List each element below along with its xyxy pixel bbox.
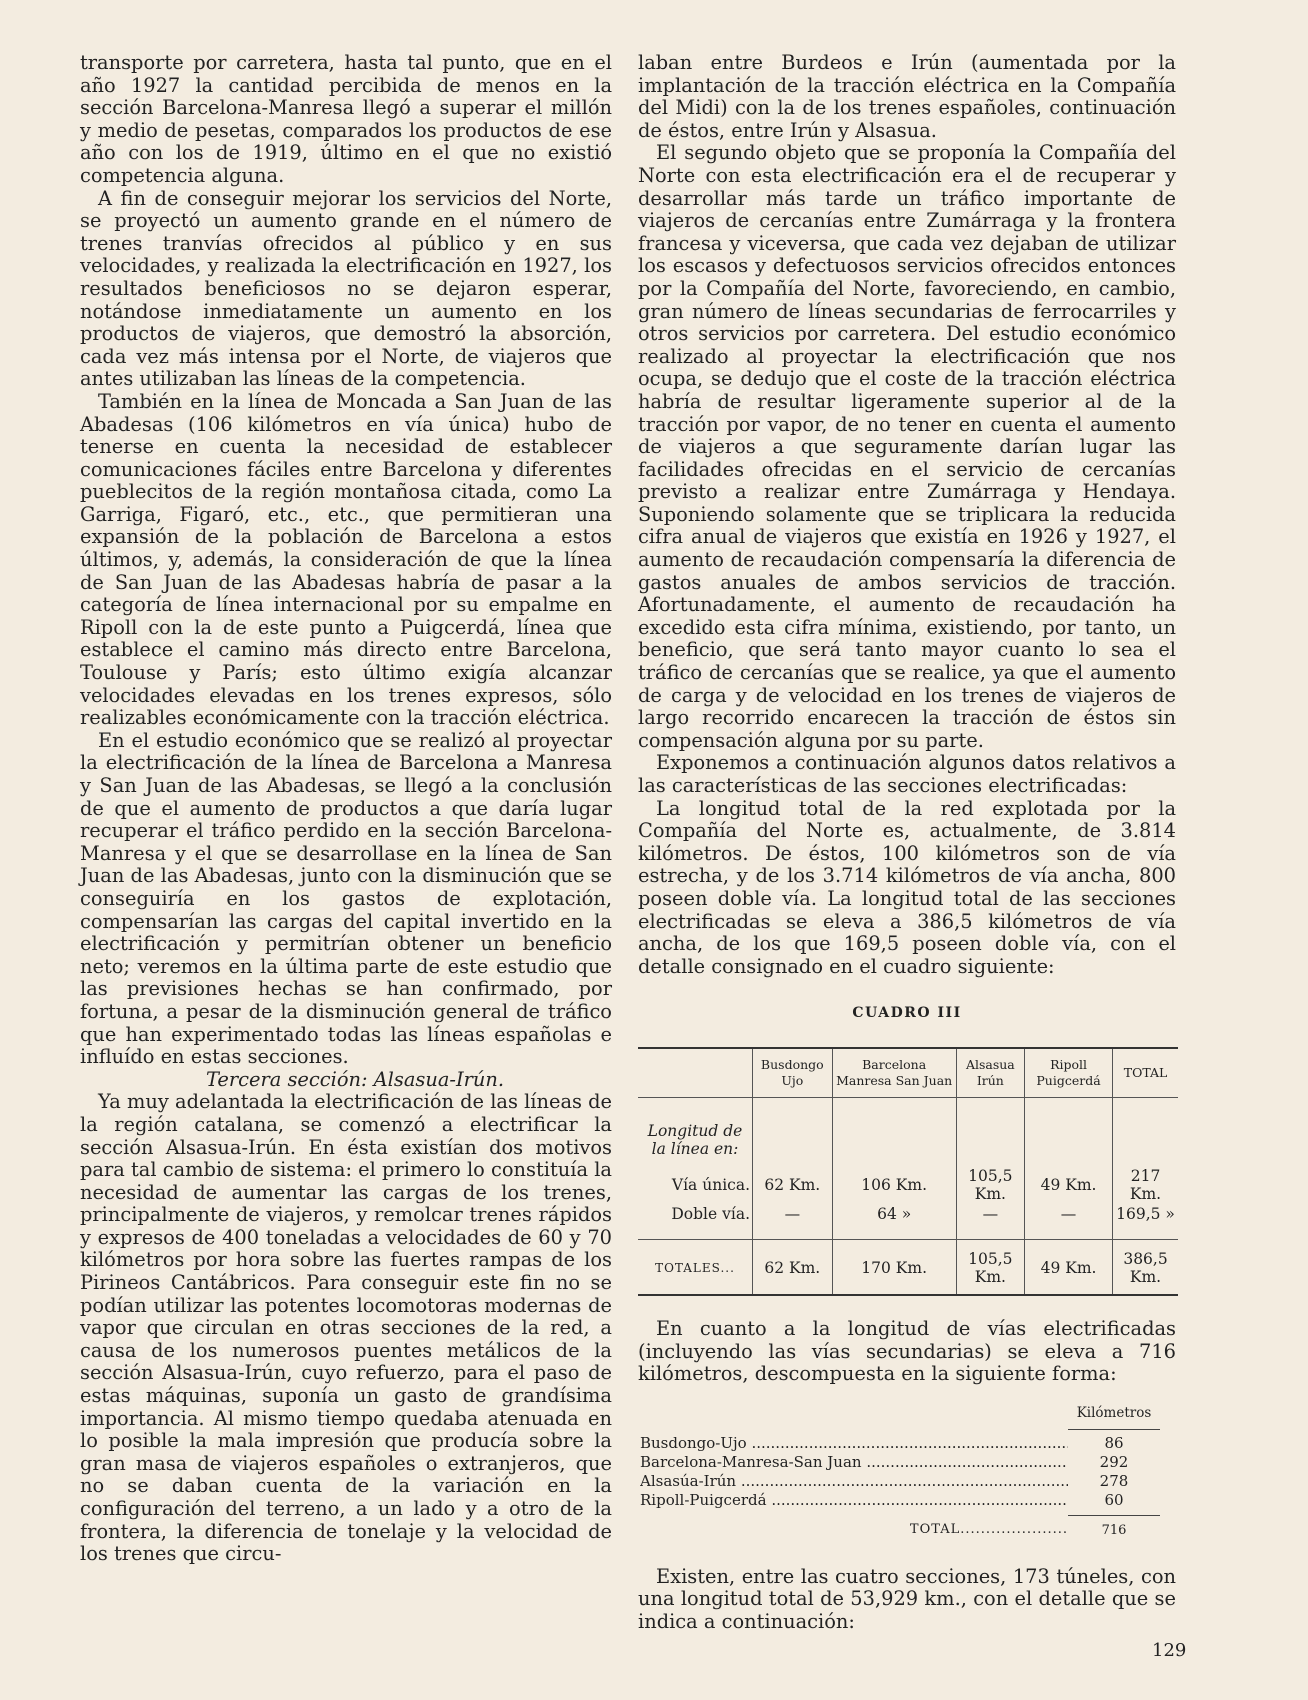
km-total-value: 716	[1068, 1515, 1160, 1540]
km-item-value: 292	[1099, 1452, 1129, 1471]
paragraph: En cuanto a la longitud de vías electrificadas (incluyendo las vías secundarias) se eleva a 716 kilómetros, descompuesta en la siguiente forma:	[638, 1316, 1176, 1386]
km-total-label: TOTAL.....................	[909, 1521, 1068, 1537]
paragraph: Ya muy adelantada la electrificación de las líneas de la región catalana, se comenzó a electrificar la sección Alsasua-Irún. En ésta existían dos motivos para tal cambio de sistema: el primero lo constituía la necesidad de aumentar las cargas de los trenes, principalmente de viajeros, y remolcar trenes rápidos y expresos de 400 toneladas a velocidades de 60 y 70 kilómetros por hora sobre las fuertes rampas de los Pirineos Cantábricos. Para conseguir este fin no se podían utilizar las potentes locomotoras modernas de vapor que circulan en otras secciones de la red, a causa de los numerosos puentes metálicos de la sección Alsasua-Irún, cuyo refuerzo, para el paso de estas máquinas, suponía un gasto de grandísima importancia. Al mismo tiempo quedaba atenuada en lo posible la mala impresión que producía sobre la gran masa de viajeros españoles o extranjeros, que no se daban cuenta de la variación en la configuración del terreno, a un lado y a otro de la frontera, la diferencia de tonelaje y la velocidad de los trenes que circu-	[80, 1090, 613, 1566]
paragraph: Exponemos a continuación algunos datos relativos a las características de las secciones electrificadas:	[638, 751, 1176, 797]
km-list-header: Kilómetros	[640, 1404, 1160, 1434]
table-cell: 105,5 Km.	[956, 1239, 1024, 1295]
row-label: Doble vía.	[671, 1204, 750, 1223]
row-label: TOTALES...	[638, 1239, 753, 1295]
right-column	[638, 52, 1176, 1634]
table-corner	[638, 1048, 753, 1098]
col-header: TOTAL	[1113, 1048, 1178, 1098]
table-cell: 49 Km.	[1025, 1239, 1113, 1295]
page-number: 129	[1152, 1640, 1187, 1661]
table-cell: —	[753, 1204, 833, 1240]
km-list	[640, 1404, 1160, 1540]
col-header: Alsasua Irún	[956, 1048, 1024, 1098]
paragraph: También en la línea de Moncada a San Juan de las Abadesas (106 kilómetros en vía única) hubo de tenerse en cuenta la necesidad de establecer comunicaciones fáciles entre Barcelona y diferentes pueblecitos de la región montañosa citada, como La Garriga, Figaró, etc., etc., que permitieran una expansión de la población de Barcelona a estos últimos, y, además, la consideración de que la línea de San Juan de las Abadesas habría de pasar a la categoría de línea internacional por su empalme en Ripoll con la de este punto a Puigcerdá, línea que establece el camino más directo entre Barcelona, Toulouse y París; esto último exigía alcanzar velocidades elevadas en los trenes expresos, sólo realizables económicamente con la tracción eléctrica.	[80, 389, 612, 730]
km-item-name: Ripoll-Puigcerdá .....	[640, 1491, 1068, 1510]
table-cell: 49 Km.	[1025, 1166, 1113, 1204]
table-row	[638, 1204, 1178, 1240]
table-row	[638, 1166, 1178, 1204]
km-item-name: Busdongo-Ujo .....	[640, 1434, 1068, 1453]
cuadro-table	[638, 1047, 1178, 1296]
table-cell: —	[956, 1204, 1024, 1240]
col-header: Barcelona Manresa San Juan	[832, 1048, 956, 1098]
list-item	[640, 1434, 1160, 1453]
table-cell: 217 Km.	[1113, 1166, 1178, 1204]
table-cell: 62 Km.	[753, 1166, 833, 1204]
table-cell: 106 Km.	[832, 1166, 956, 1204]
paragraph: laban entre Burdeos e Irún (aumentada por la implantación de la tracción eléctrica en la Compañía del Midi) con la de los trenes españoles, continuación de éstos, entre Irún y Alsasua.	[638, 51, 1176, 142]
table-cell: 169,5 »	[1113, 1204, 1178, 1240]
table-cell: 105,5 Km.	[956, 1166, 1024, 1204]
table-title: CUADRO III	[852, 1005, 962, 1022]
km-item-name: Alsasúa-Irún .....	[640, 1472, 1068, 1491]
km-total	[640, 1520, 1160, 1540]
row-group-label: Longitud de la línea en:	[647, 1121, 743, 1158]
paragraph: transporte por carretera, hasta tal punto, que en el año 1927 la cantidad percibida de menos en la sección Barcelona-Manresa llegó a superar el millón y medio de pesetas, comparados los productos de ese año con los de 1919, último en el que no existió competencia alguna.	[80, 51, 612, 187]
table-cell: 64 »	[832, 1204, 956, 1240]
km-item-name: Barcelona-Manresa-San Juan .....	[640, 1453, 1068, 1472]
table-cell: 170 Km.	[832, 1239, 956, 1295]
paragraph: A fin de conseguir mejorar los servicios del Norte, se proyectó un aumento grande en el número de trenes tranvías ofrecidos al público y en sus velocidades, y realizada la electrificación en 1927, los resultados beneficiosos no se dejaron esperar, notándose inmediatamente un aumento en los productos de viajeros, que demostró la absorción, cada vez más intensa por el Norte, de viajeros que antes utilizaban las líneas de la competencia.	[80, 186, 612, 391]
col-header: Busdongo Ujo	[753, 1048, 833, 1098]
paragraph: Existen, entre las cuatro secciones, 173 túneles, con una longitud total de 53,929 km., con el detalle que se indica a continuación:	[638, 1564, 1176, 1633]
list-item	[640, 1453, 1160, 1472]
table-cell: —	[1025, 1204, 1113, 1240]
table-row-totals	[638, 1239, 1178, 1295]
table-header-row	[638, 1048, 1178, 1098]
km-item-value: 60	[1104, 1490, 1124, 1509]
km-item-value: 86	[1104, 1433, 1124, 1452]
section-heading: Tercera sección: Alsasua-Irún.	[205, 1067, 505, 1091]
table-cell: 386,5 Km.	[1113, 1239, 1178, 1295]
km-item-value: 278	[1099, 1471, 1129, 1490]
left-column	[80, 52, 612, 1566]
col-header: Ripoll Puigcerdá	[1025, 1048, 1113, 1098]
table-row	[638, 1097, 1178, 1166]
row-label: Vía única.	[671, 1175, 750, 1194]
table-cell: 62 Km.	[753, 1239, 833, 1295]
list-item	[640, 1491, 1160, 1510]
list-item	[640, 1472, 1160, 1491]
paragraph: La longitud total de la red explotada por la Compañía del Norte es, actualmente, de 3.814 kilómetros. De éstos, 100 kilómetros son de vía estrecha, y de los 3.714 kilómetros de vía ancha, 800 poseen doble vía. La longitud total de las secciones electrificadas se eleva a 386,5 kilómetros de vía ancha, de los que 169,5 poseen doble vía, con el detalle consignado en el cuadro siguiente:	[638, 796, 1176, 978]
paragraph: En el estudio económico que se realizó al proyectar la electrificación de la línea de Barcelona a Manresa y San Juan de las Abadesas, se llegó a la conclusión de que el aumento de productos a que daría lugar recuperar el tráfico perdido en la sección Barcelona-Manresa y el que se desarrollase en la línea de San Juan de las Abadesas, junto con la disminución que se conseguiría en los gastos de explotación, compensarían las cargas del capital invertido en la electrificación y permitrían obtener un beneficio neto; veremos en la última parte de este estudio que las previsiones hechas se han confirmado, por fortuna, a pesar de la disminución general de tráfico que han experimentado todas las líneas españolas e influído en estas secciones.	[80, 728, 612, 1069]
paragraph: El segundo objeto que se proponía la Compañía del Norte con esta electrificación era el de recuperar y desarrollar más tarde un tráfico importante de viajeros de cercanías entre Zumárraga y la frontera francesa y viceversa, que cada vez dejaban de utilizar los escasos y defectuosos servicios ofrecidos entonces por la Compañía del Norte, favoreciendo, en cambio, gran número de líneas secundarias de ferrocarriles y otros servicios por carretera. Del estudio económico realizado al proyectar la electrificación que nos ocupa, se dedujo que el coste de la tracción eléctrica habría de resultar ligeramente superior al de la tracción por vapor, de no tener en cuenta el aumento de viajeros a que seguramente darían lugar las facilidades ofrecidas en el servicio de cercanías previsto a realizar entre Zumárraga y Hendaya. Suponiendo solamente que se triplicara la reducida cifra anual de viajeros que existía en 1926 y 1927, el aumento de recaudación compensaría la diferencia de gastos anuales de ambos servicios de tracción. Afortunadamente, el aumento de recaudación ha excedido esta cifra mínima, existiendo, por tanto, un beneficio, que será tanto mayor cuanto lo sea el tráfico de cercanías que se realice, ya que el aumento de carga y de velocidad en los trenes de viajeros de largo recorrido encarecen la tracción de éstos sin compensación alguna por su parte.	[638, 141, 1176, 752]
